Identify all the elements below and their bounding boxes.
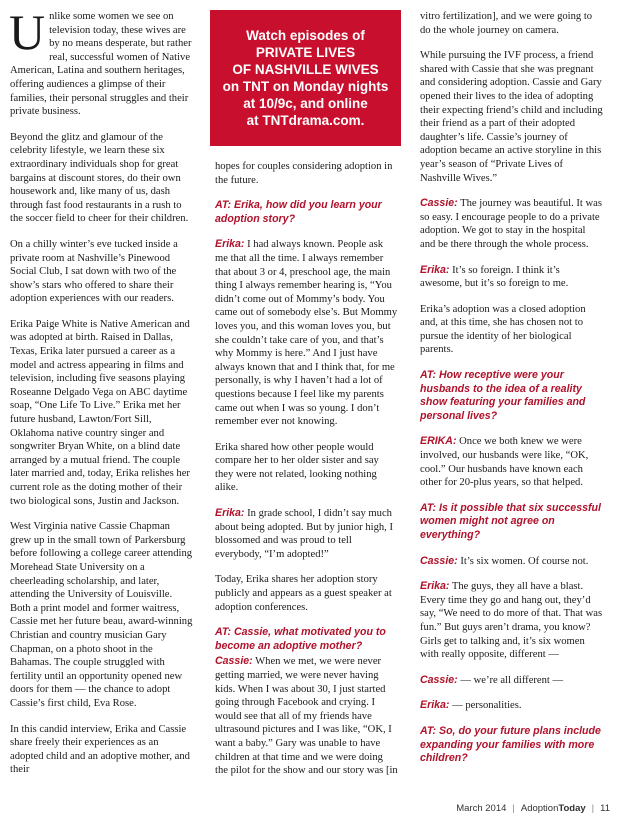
- speaker-label: Erika:: [420, 699, 450, 712]
- speaker-label: Cassie:: [420, 673, 458, 686]
- promo-line: at TNTdrama.com.: [246, 113, 365, 128]
- interview-answer: Cassie: It’s six women. Of course not.: [420, 554, 589, 567]
- magazine-name: AdoptionToday: [520, 803, 586, 814]
- intro-paragraph: Unlike some women we see on television today, these wives are by no means desperate, but rather real, successful women of Native American, Latina and southern heritages, offering audiences a glimpse of their families, their personal struggles and their private business.: [9, 4, 192, 118]
- speaker-label: Erika:: [420, 263, 450, 276]
- speaker-label: Erika:: [215, 238, 245, 251]
- page-footer: [456, 803, 610, 814]
- article-column-2: [215, 160, 398, 790]
- tnt-promo-box: [210, 10, 401, 146]
- body-paragraph: West Virginia native Cassie Chapman grew up in the small town of Parkersburg before following a college career attending Morehead State University on a cheerleading scholarship, and later, attending the University of Louisville. Both a print model and former waitress, Cassie met her future beau, award-winning Christian and country musician Gary Chapman, on a photo shoot in the Bahamas. The couple struggled with fertility until an opportunity opened new doors for them — the chance to adopt Cassie’s first child, Eva Rose.: [10, 521, 193, 709]
- footer-divider: |: [591, 803, 595, 814]
- body-paragraph: Beyond the glitz and glamour of the celebrity lifestyle, we learn these six extraordinary individuals shop for great bargains at discount stores, do their own housework and, like many of us, dash through fast food restaurants in a rush to the soccer field to cheer for their children.: [10, 131, 189, 225]
- interview-answer: Cassie: The journey was beautiful. It was so easy. I encourage people to do a private adoption. We got to stay in the hospital and be there through the whole process.: [420, 197, 602, 250]
- body-paragraph: In this candid interview, Erika and Cassie share freely their experiences as an adopted child and an adoptive mother, and their: [10, 723, 190, 776]
- interview-question: AT: How receptive were your husbands to the idea of a reality show featuring your families and personal lives?: [420, 369, 586, 422]
- interview-answer: Cassie: When we met, we were never getting married, we were never having kids. When I was about 30, I just started going through Facebook and crying. I would see that all of my friends have ultrasound pictures and I was like, “OK, I want a baby.” Gary was unable to have children at that time and we were doing the pilot for the show and our story was [in: [215, 655, 398, 777]
- article-column-1: [9, 4, 193, 789]
- interview-question: AT: Erika, how did you learn your adoption story?: [215, 199, 382, 225]
- interview-question: AT: Cassie, what motivated you to become an adoptive mother?: [215, 626, 386, 652]
- interview-answer: Erika: — personalities.: [420, 699, 522, 712]
- interview-answer: ERIKA: Once we both knew we were involved, our husbands were like, “OK, cool.” Our husbands have known each other for 20-plus years, so that helped.: [420, 435, 589, 489]
- article-column-3: [420, 10, 603, 778]
- body-paragraph: Erika’s adoption was a closed adoption and, at this time, she has chosen not to pursue the identity of her biological parents.: [420, 303, 586, 356]
- interview-answer: Erika: The guys, they all have a blast. Every time they go and hang out, they’d say, “We need to do more of that. That was fun.” But guys aren’t drama, you know? Girls get to talking and, it’s six women with really opposite, different —: [420, 580, 603, 661]
- page-number: 11: [600, 803, 610, 814]
- interview-answer: Erika: It’s so foreign. I think it’s awesome, but it’s so foreign to me.: [420, 263, 569, 290]
- interview-answer: Cassie: — we’re all different —: [420, 673, 564, 686]
- promo-line: at 10/9c, and online: [243, 96, 368, 111]
- body-paragraph: Today, Erika shares her adoption story publicly and appears as a guest speaker at adoption conferences.: [215, 574, 392, 613]
- body-paragraph: vitro fertilization], and we were going to do the whole journey on camera.: [420, 11, 593, 36]
- body-paragraph: On a chilly winter’s eve tucked inside a private room at Nashville’s Pinewood Social Club, I sat down with two of the show’s stars who offered to share their adoption experiences with our readers.: [10, 238, 178, 305]
- drop-cap: U: [9, 4, 46, 60]
- issue-date: March 2014: [456, 803, 507, 814]
- speaker-label: Erika:: [215, 507, 245, 520]
- body-paragraph: Erika Paige White is Native American and was adopted at birth. Raised in Dallas, Texas, Erika later pursued a career as a model and actress appearing in films and television, including five seasons playing Roseanne Delgado Vega on ABC daytime soap, “One Life To Live.” Erika met her future husband, Lawton/Fort Sill, Oklahoma native country singer and songwriter Bryan White, on a blind date arranged by a mutual friend. The couple later married and, today, Erika relishes her current role as the doting mother of their two biological sons, Justin and Jackson.: [10, 318, 190, 507]
- body-paragraph: While pursuing the IVF process, a friend shared with Cassie that she was pregnant and considering adoption. Cassie and Gary opened their lives to the idea of adopting their expecting friend’s child and including their friend as a part of their adopted daughter’s life. Cassie’s journey of adoption became an active storyline in this year’s season of “Private Lives of Nashville Wives.”: [420, 50, 603, 184]
- speaker-label: Cassie:: [215, 655, 253, 668]
- interview-answer: Erika: I had always known. People ask me that all the time. I always remember that about 3 or 4, preschool age, the main thing I always remember hearing is, “You didn’t come out of Mommy’s body. You came out of somebody else’s. But Mommy loves you, and this woman loves you, but she couldn’t take care of you, and that’s why Mommy is here.” And I just have always known that and I think that, for me personally, is why I haven’t had a lot of questions because I feel like my parents came out when I was so young. I don’t remember ever not knowing.: [215, 238, 398, 428]
- interview-question: AT: Is it possible that six successful women might not agree on everything?: [420, 501, 601, 541]
- body-paragraph: Erika shared how other people would compare her to her older sister and say they were not related, looking nothing alike.: [215, 441, 379, 494]
- footer-divider: |: [512, 803, 515, 814]
- promo-line: OF NASHVILLE WIVES: [232, 62, 379, 77]
- promo-line: on TNT on Monday nights: [222, 79, 389, 94]
- interview-answer: Erika: In grade school, I didn’t say much about being adopted. But by junior high, I blossomed and was proud to tell everybody, “I’m adopted!”: [215, 507, 394, 560]
- speaker-label: Erika:: [420, 580, 450, 593]
- promo-line: Watch episodes of: [246, 28, 365, 43]
- promo-line: PRIVATE LIVES: [255, 45, 356, 60]
- speaker-label: Cassie:: [420, 197, 458, 210]
- interview-question: AT: So, do your future plans include expanding your families with more children?: [420, 724, 601, 765]
- speaker-label: Cassie:: [420, 554, 458, 567]
- speaker-label: ERIKA:: [420, 435, 457, 448]
- body-paragraph: hopes for couples considering adoption in the future.: [215, 161, 393, 186]
